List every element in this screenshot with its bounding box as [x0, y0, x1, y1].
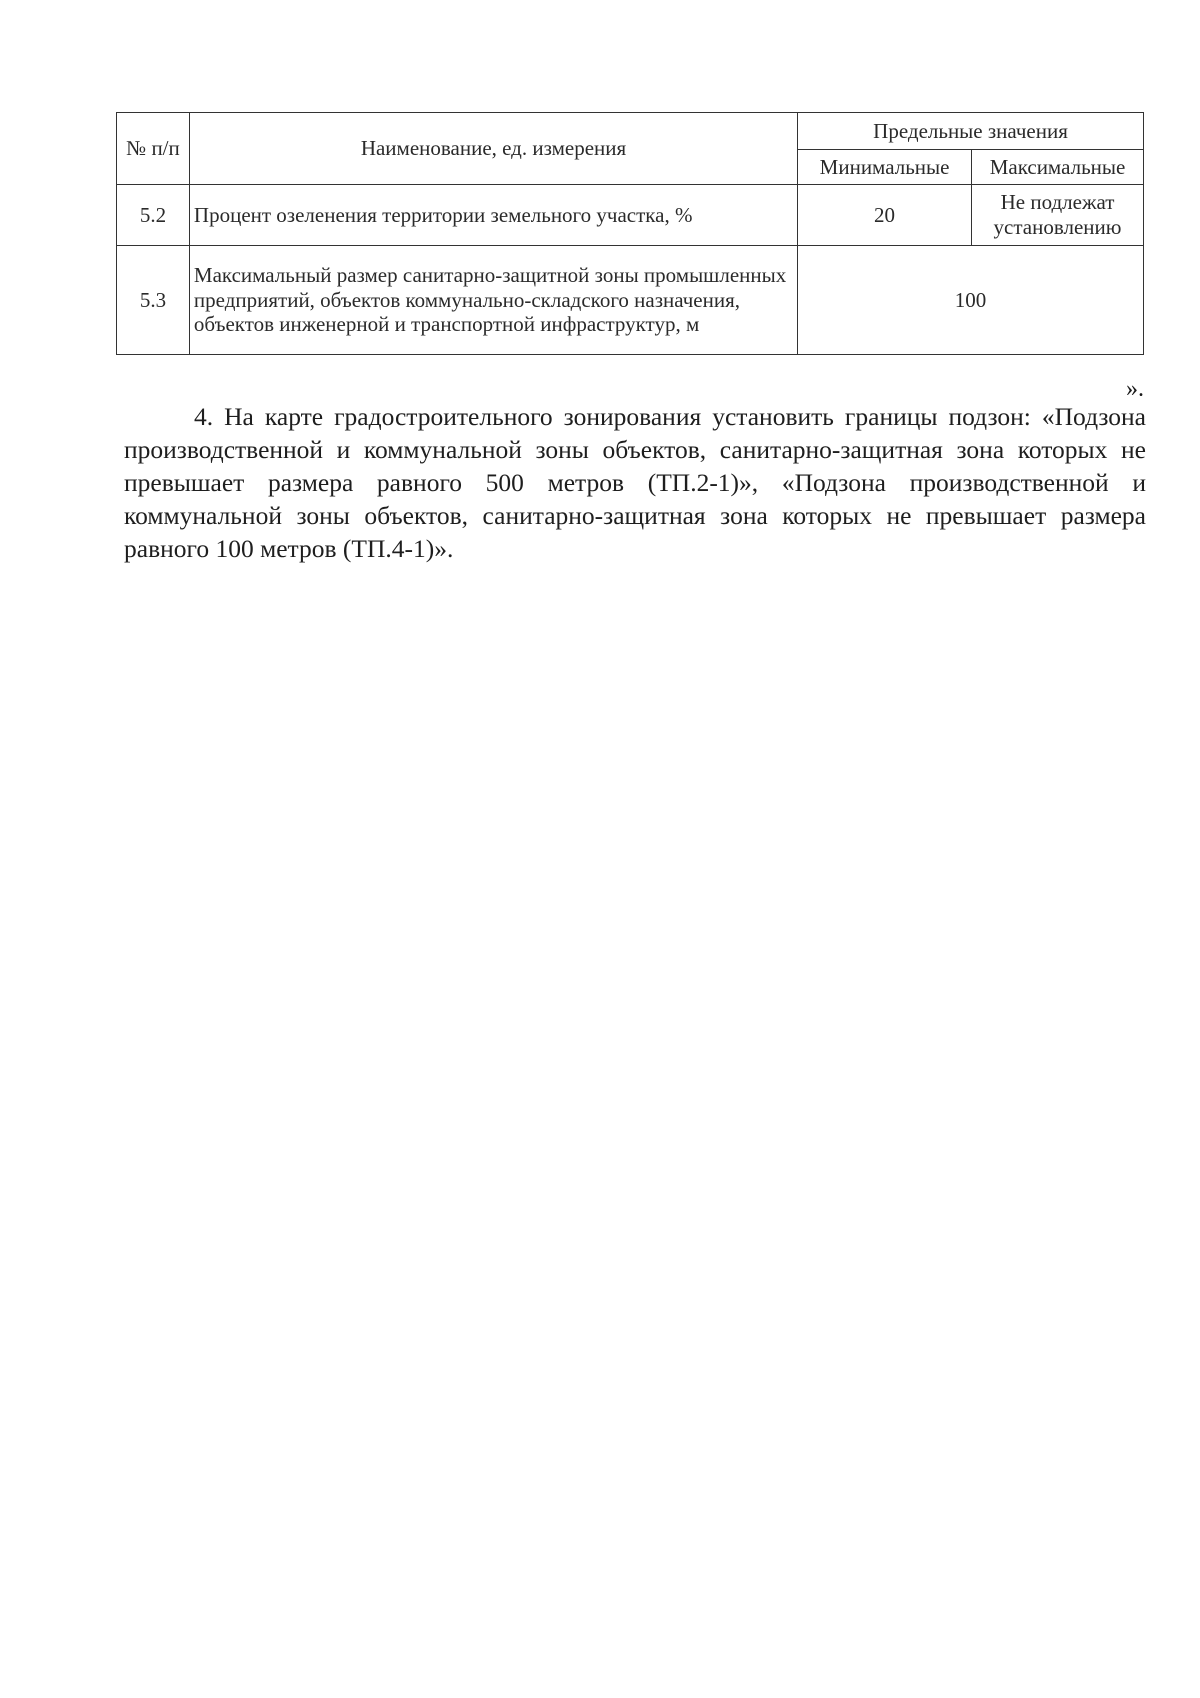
row-num: 5.2	[117, 185, 190, 246]
row-min: 20	[798, 185, 972, 246]
table-header-row	[117, 113, 1144, 150]
row-value: 100	[798, 246, 1144, 355]
header-name: Наименование, ед. измерения	[189, 113, 797, 185]
row-num: 5.3	[117, 246, 190, 355]
row-max: Не подлежат установлению	[972, 185, 1144, 246]
body-paragraph: 4. На карте градостроительного зонирования установить границы подзон: «Подзона производственной и коммунальной зоны объектов, санитарно-защитная зона которых не превышает размера равного 500 метров (ТП.2-1)», «Подзона производственной и коммунальной зоны объектов, санитарно-защитная зона которых не превышает размера равного 100 метров (ТП.4-1)».	[124, 402, 1146, 563]
header-min: Минимальные	[798, 150, 972, 185]
header-num: № п/п	[117, 113, 190, 185]
table-row	[117, 246, 1144, 355]
row-name: Процент озеленения территории земельного участка, %	[189, 185, 797, 246]
row-name: Максимальный размер санитарно-защитной зоны промышленных предприятий, объектов коммунально-складского назначения, объектов инженерной и транспортной инфраструктур, м	[189, 246, 797, 355]
header-limits: Предельные значения	[798, 113, 1144, 150]
table-row	[117, 185, 1144, 246]
closing-quote: ».	[1126, 376, 1144, 402]
limits-table	[116, 112, 1144, 355]
header-max: Максимальные	[972, 150, 1144, 185]
